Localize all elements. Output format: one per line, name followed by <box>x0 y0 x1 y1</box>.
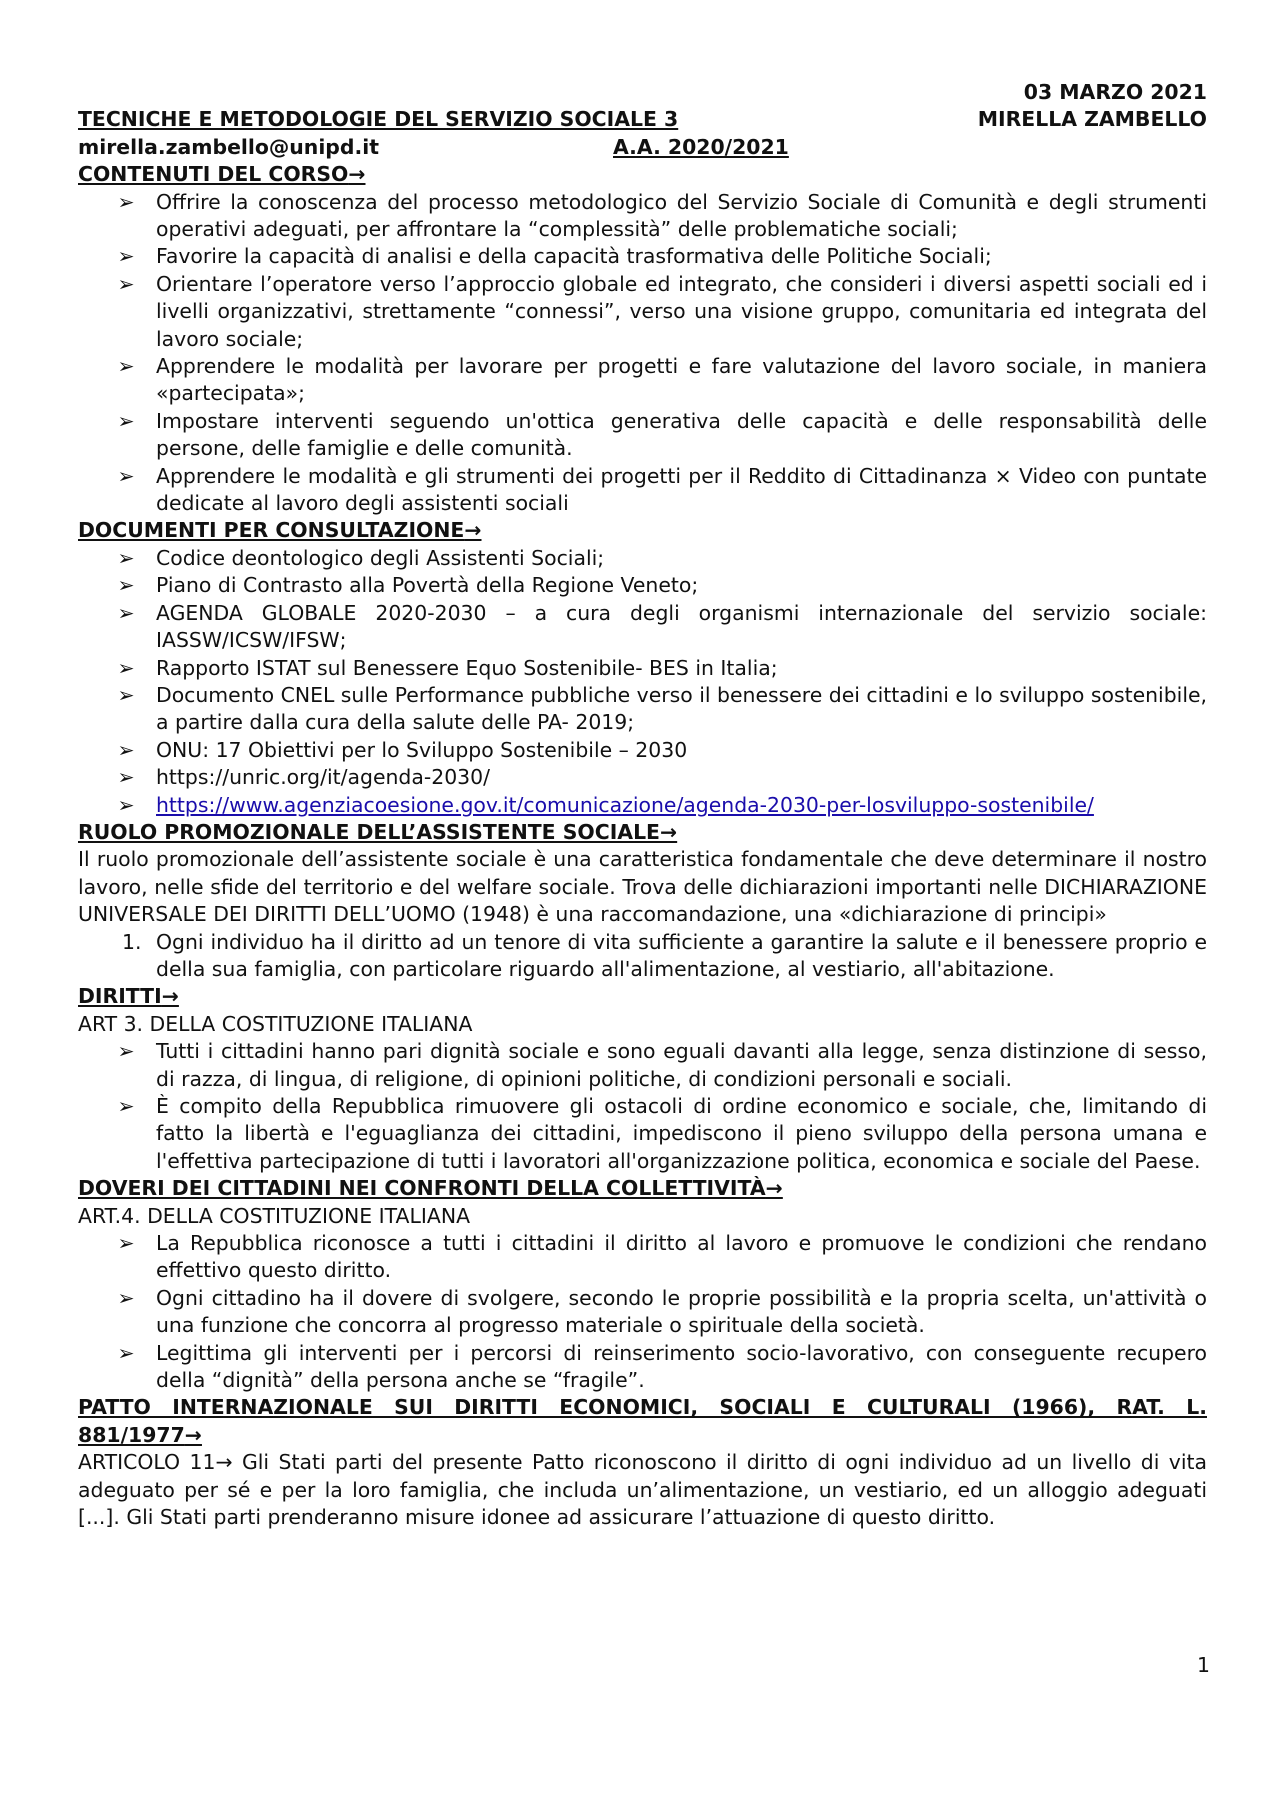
author-email[interactable]: mirella.zambello@unipd.it <box>78 134 379 159</box>
arrowhead-bullet-icon: ➢ <box>117 545 135 570</box>
list-item: ➢ Ogni cittadino ha il dovere di svolgere, secondo le proprie possibilità e la propria scelta, un'attività o una funzione che concorra al progresso materiale o spirituale della società. <box>117 1285 1207 1338</box>
arrowhead-bullet-icon: ➢ <box>117 244 135 269</box>
header-row <box>78 106 1207 133</box>
arrowhead-bullet-icon: ➢ <box>117 189 135 214</box>
unric-url-text: https://unric.org/it/agenda-2030/ <box>156 765 490 790</box>
arrowhead-bullet-icon: ➢ <box>117 765 135 790</box>
doveri-subheading: ART.4. DELLA COSTITUZIONE ITALIANA <box>78 1203 471 1228</box>
arrowhead-bullet-icon: ➢ <box>117 463 135 488</box>
agenzia-coesione-link[interactable]: https://www.agenziacoesione.gov.it/comunicazione/agenda-2030-per-losviluppo-sostenibile/ <box>156 792 1094 817</box>
contenuti-list <box>78 189 1207 518</box>
list-item: ➢ Offrire la conoscenza del processo metodologico del Servizio Sociale di Comunità e degli strumenti operativi adeguati, per affrontare la “complessità” delle problematiche sociali; <box>117 189 1207 242</box>
section-heading-contenuti: CONTENUTI DEL CORSO→ <box>78 162 366 187</box>
list-item: ➢ Documento CNEL sulle Performance pubbliche verso il benessere dei cittadini e lo sviluppo sostenibile, a partire dalla cura della salute delle PA- 2019; <box>117 682 1208 735</box>
list-item: ➢ Orientare l’operatore verso l’approccio globale ed integrato, che consideri i diversi aspetti sociali ed i livelli organizzativi, strettamente “connessi”, verso una visione gruppo, comunitaria ed integrata del lavoro sociale; <box>117 271 1207 351</box>
academic-year: A.A. 2020/2021 <box>613 134 789 159</box>
arrowhead-bullet-icon: ➢ <box>117 792 135 817</box>
course-title: TECNICHE E METODOLOGIE DEL SERVIZIO SOCIALE 3 <box>78 107 679 132</box>
section-heading-patto: PATTO INTERNAZIONALE SUI DIRITTI ECONOMICI, SOCIALI E CULTURALI (1966), RAT. L. <box>78 1395 1207 1420</box>
article-label: ARTICOLO 11 <box>78 1450 216 1475</box>
document-date: 03 MARZO 2021 <box>1023 80 1207 104</box>
section-heading-ruolo: RUOLO PROMOZIONALE DELL’ASSISTENTE SOCIALE→ <box>78 819 678 844</box>
patto-paragraph: ARTICOLO 11→ Gli Stati parti del presente Patto riconoscono il diritto di ogni individuo ad un livello di vita adeguato per sé e per la loro famiglia, che includa un’alimentazione, un vestiario, ed un alloggio adeguati [...]. Gli Stati parti prenderanno misure idonee ad assicurare l’attuazione di questo diritto. <box>78 1450 1208 1530</box>
list-item: 1. Ogni individuo ha il diritto ad un tenore di vita sufficiente a garantire la salute e il benessere proprio e della sua famiglia, con particolare riguardo all'alimentazione, al vestiario, all'abitazione. <box>122 929 1207 981</box>
arrowhead-bullet-icon: ➢ <box>117 354 135 379</box>
list-item: ➢ Piano di Contrasto alla Povertà della Regione Veneto; <box>156 572 1207 599</box>
arrowhead-bullet-icon: ➢ <box>117 655 135 680</box>
arrowhead-bullet-icon: ➢ <box>117 271 135 296</box>
ruolo-numbered-list <box>78 929 1207 984</box>
arrowhead-bullet-icon: ➢ <box>117 408 135 433</box>
diritti-list <box>78 1038 1207 1175</box>
list-item: ➢ ONU: 17 Obiettivi per lo Sviluppo Sostenibile – 2030 <box>156 737 1207 764</box>
arrowhead-bullet-icon: ➢ <box>117 600 135 625</box>
section-heading-doveri: DOVERI DEI CITTADINI NEI CONFRONTI DELLA COLLETTIVITÀ→ <box>78 1176 783 1201</box>
list-item <box>117 792 1207 819</box>
list-item <box>117 764 1207 791</box>
list-item: ➢ Tutti i cittadini hanno pari dignità sociale e sono eguali davanti alla legge, senza distinzione di sesso, di razza, di lingua, di religione, di opinioni politiche, di condizioni personali e sociali. <box>117 1039 1207 1091</box>
list-item: ➢ Favorire la capacità di analisi e della capacità trasformativa delle Politiche Sociali; <box>156 243 1207 270</box>
list-item: ➢ È compito della Repubblica rimuovere gli ostacoli di ordine economico e sociale, che, limitando di fatto la libertà e l'eguaglianza dei cittadini, impediscono il pieno sviluppo della persona umana e l'effettiva partecipazione di tutti i lavoratori all'organizzazione politica, economica e sociale del Paese. <box>117 1094 1207 1173</box>
list-item: ➢ Apprendere le modalità per lavorare per progetti e fare valutazione del lavoro sociale, in maniera «partecipata»; <box>117 354 1207 406</box>
contact-row <box>78 134 1207 161</box>
ruolo-paragraph: Il ruolo promozionale dell’assistente sociale è una caratteristica fondamentale che deve determinare il nostro lavoro, nelle sfide del territorio e del welfare sociale. Trova delle dichiarazioni importanti nelle DICHIARAZIONE UNIVERSALE DEI DIRITTI DELL’UOMO (1948) è una raccomandazione, una «dichiarazione di principi» <box>78 847 1207 927</box>
author-name: MIRELLA ZAMBELLO <box>977 107 1207 132</box>
arrowhead-bullet-icon: ➢ <box>117 682 135 707</box>
documenti-list <box>78 545 1207 819</box>
list-number: 1. <box>122 929 142 954</box>
arrowhead-bullet-icon: ➢ <box>117 1094 135 1119</box>
arrowhead-bullet-icon: ➢ <box>117 573 135 598</box>
section-heading-documenti: DOCUMENTI PER CONSULTAZIONE→ <box>78 518 482 543</box>
list-item: ➢ Impostare interventi seguendo un'ottica generativa delle capacità e delle responsabilità delle persone, delle famiglie e delle comunità. <box>117 408 1207 461</box>
section-heading-diritti: DIRITTI→ <box>78 984 179 1009</box>
list-item: ➢ Legittima gli interventi per i percorsi di reinserimento socio-lavorativo, con conseguente recupero della “dignità” della persona anche se “fragile”. <box>117 1340 1207 1393</box>
document-page <box>78 79 1207 1532</box>
list-item: ➢ AGENDA GLOBALE 2020-2030 – a cura degli organismi internazionale del servizio sociale: IASSW/ICSW/IFSW; <box>117 600 1207 653</box>
arrowhead-bullet-icon: ➢ <box>117 737 135 762</box>
arrowhead-bullet-icon: ➢ <box>117 1285 135 1310</box>
doveri-list <box>78 1230 1207 1394</box>
list-item: ➢ Apprendere le modalità e gli strumenti dei progetti per il Reddito di Cittadinanza × Video con puntate dedicate al lavoro degli assistenti sociali <box>117 463 1207 516</box>
diritti-subheading: ART 3. DELLA COSTITUZIONE ITALIANA <box>78 1011 473 1036</box>
arrowhead-bullet-icon: ➢ <box>117 1039 135 1064</box>
section-heading-patto-line2: 881/1977→ <box>78 1422 202 1447</box>
list-item: ➢ Codice deontologico degli Assistenti Sociali; <box>156 545 1207 572</box>
page-number: 1 <box>1197 1653 1210 1677</box>
arrowhead-bullet-icon: ➢ <box>117 1231 135 1256</box>
arrowhead-bullet-icon: ➢ <box>117 1340 135 1365</box>
list-item: ➢ La Repubblica riconosce a tutti i cittadini il diritto al lavoro e promuove le condizioni che rendano effettivo questo diritto. <box>117 1231 1207 1283</box>
list-item: ➢ Rapporto ISTAT sul Benessere Equo Sostenibile- BES in Italia; <box>156 655 1207 682</box>
